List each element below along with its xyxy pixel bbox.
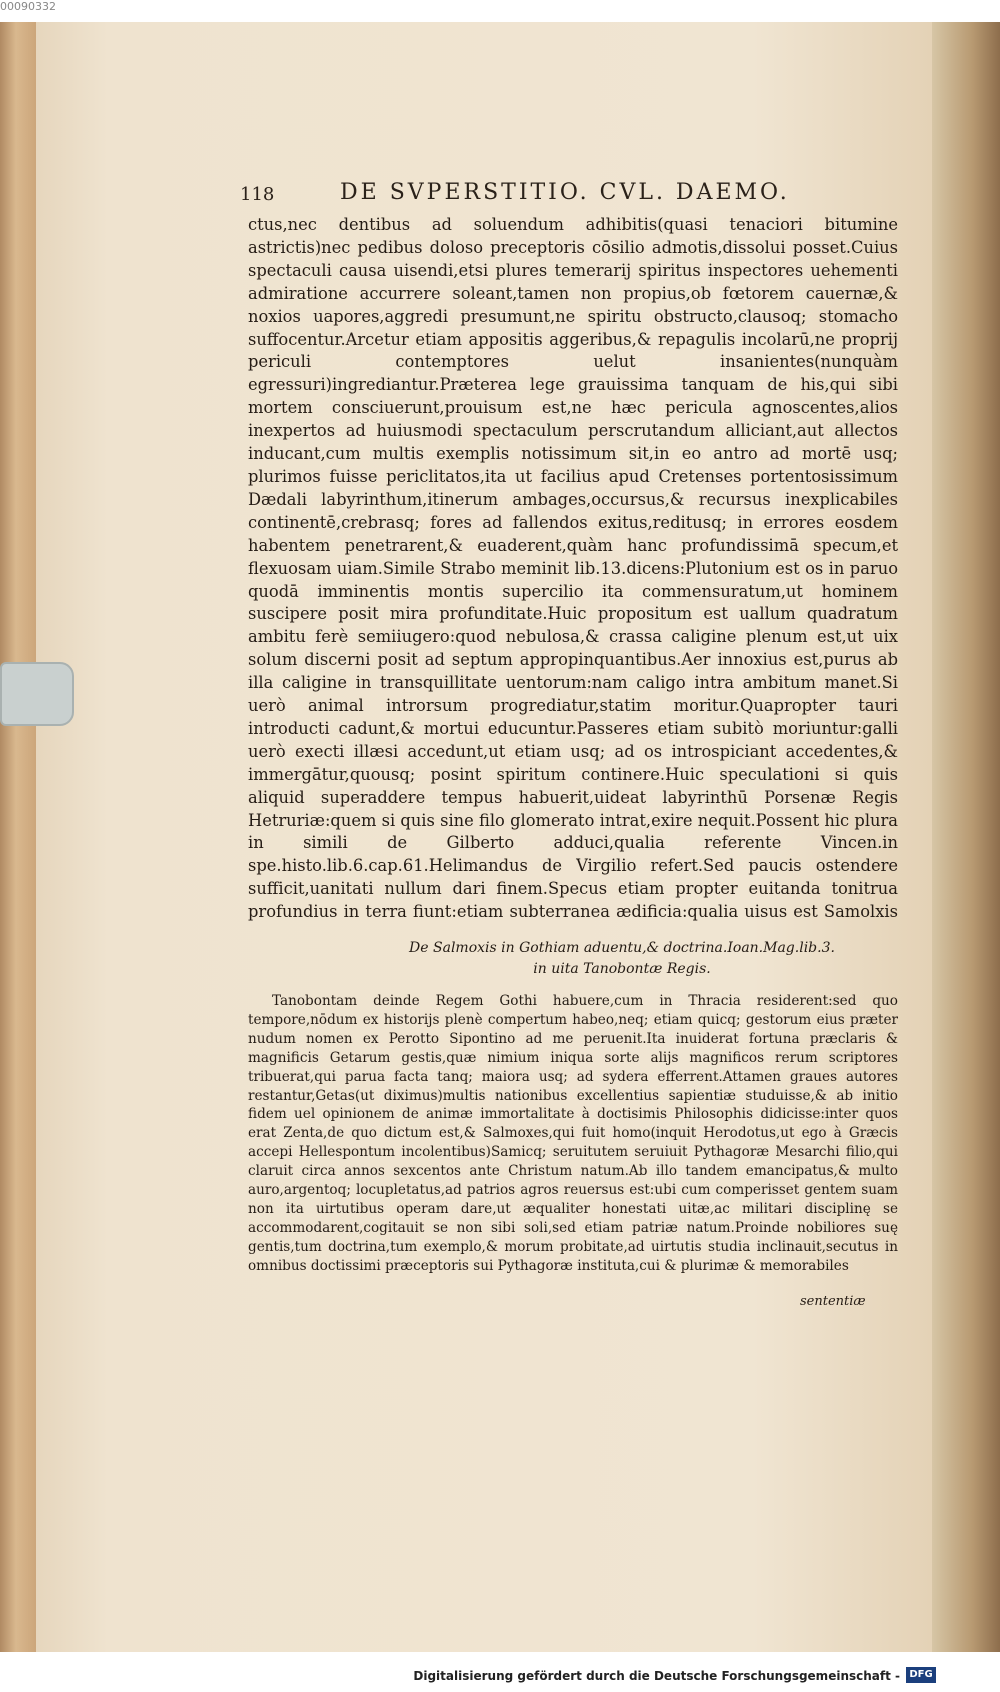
section-heading: [372, 938, 872, 980]
page-stack-right: [930, 22, 1000, 1652]
section-heading-line-2: in uita Tanobontæ Regis.: [533, 961, 711, 977]
running-head: DE SVPERSTITIO. CVL. DAEMO.: [340, 180, 790, 205]
section-heading-line-1: De Salmoxis in Gothiam aduentu,& doctrina.Ioan.Mag.lib.3.: [409, 940, 835, 956]
clip-bookmark: [0, 662, 74, 726]
body-text: ctus,nec dentibus ad soluendum adhibitis(quasi tenaciori bitumine astrictis)nec pedibus doloso preceptoris cōsilio admotis,dissolui posset.Cuius spectaculi causa uisendi,etsi plures temerarij spiritus inspectores uehementi admiratione accurrere soleant,tamen non propius,ob fœtorem cauernæ,& noxios uapores,aggredi presumunt,ne spiritu obstructo,clausoq; stomacho suffocentur.Arcetur etiam appositis aggeribus,& repagulis incolarū,ne proprij periculi contemptores uelut insanientes(nunquàm egressuri)ingrediantur.Præterea lege grauissima tanquam de his,qui sibi mortem consciuerunt,prouisum est,ne hæc pericula agnoscentes,alios inexpertos ad huiusmodi spectaculum perscrutandum alliciant,aut allectos inducant,cum multis exemplis notissimum sit,in eo antro ad mortē usq; plurimos fuisse periclitatos,ita ut facilius apud Cretenses portentosissimum Dædali labyrinthum,itinerum ambages,occursus,& recursus inexplicabiles continentē,crebrasq; fores ad fallendos exitus,reditusq; in errores eosdem habentem penetrarent,& euaderent,quàm hanc profundissimā specum,et flexuosam uiam.Simile Strabo meminit lib.13.dicens:Plutonium est os in paruo quodā imminentis montis supercilio ita commensuratum,ut hominem suscipere posit mira profunditate.Huic propositum est uallum quadratum ambitu ferè semiiugero:quod nebulosa,& crassa caligine plenum est,ut uix solum discerni posit ad septum appropinquantibus.Aer innoxius est,purus ab illa caligine in transquillitate uentorum:nam caligo intra ambitum manet.Si uerò animal introrsum progrediatur,statim moritur.Quapropter tauri introducti cadunt,& mortui educuntur.Passeres etiam subitò moriuntur:galli uerò execti illæsi accedunt,ut etiam usq; ad os introspiciant accedentes,& immergātur,quousq; posint spiritum continere.Huic speculationi si quis aliquid superaddere tempus habuerit,uideat labyrinthū Porsenæ Regis Hetruriæ:quem si quis sine filo glomerato intrat,exire nequit.Possent hic plura in simili de Gilberto adduci,qualia referente Vincen.in spe.histo.lib.6.cap.61.Helimandus de Virgilio refert.Sed paucis ostendere sufficit,uanitati nullum dari finem.Specus etiam propter euitanda tonitrua profundius in terra fiunt:etiam subterranea ædificia:qualia uisus est Samolxis: [248, 215, 898, 922]
chapter-paragraph: Tanobontam deinde Regem Gothi habuere,cum in Thracia residerent:sed quo tempore,nōdum ex historijs plenè compertum habeo,neq; etiam quicq; gestorum eius præter nudum nomen ex Perotto Sipontino ad me peruenit.Ita inuiderat fortuna præclaris & magnificis Getarum gestis,quæ nimium iniqua sorte alijs magnificos rerum scriptores tribuerat,qui parua facta tanq; maiora usq; ad sydera efferrent.Attamen graues autores restantur,Getas(ut diximus)multis nationibus excellentius sapientiæ studuisse,& ab initio fidem uel opinionem de animæ immortalitate à doctisimis Philosophis didicisse:inter quos erat Zenta,de quo dictum est,& Salmoxes,qui fuit homo(inquit Herodotus,ut ego à Græcis accepi Hellespontum incolentibus)Samicq; seruitutem seruiuit Pythagoræ Mesarchi filio,qui claruit circa annos sexcentos ante Christum natum.Ab illo tandem emancipatus,& multo auro,argentoq; locupletatus,ad patrios agros reuersus est:ubi cum comperisset gentem suam non ita uirtutibus operam dare,ut æqualiter honestati uitæ,ac militari disciplinę se accommodarent,cogitauit se non sibi soli,sed etiam patriæ natum.Proinde nobiliores suę gentis,tum doctrina,tum exemplo,& morum probitate,ad uirtutis studia inclinauit,secutus in omnibus doctissimi præceptoris sui Pythagoræ instituta,cui & plurimæ & memorabiles: [248, 993, 898, 1274]
chapter-text: [248, 992, 898, 1292]
page-number: 118: [240, 184, 275, 205]
dfg-logo: DFG: [906, 1667, 936, 1683]
page-stack-left: [0, 22, 40, 1652]
page-header: [240, 180, 900, 218]
catchword: sententiæ: [800, 1294, 866, 1309]
scan-identifier: 00090332: [0, 0, 56, 13]
footer: [0, 1655, 1000, 1692]
digitization-credit: Digitalisierung gefördert durch die Deutsche Forschungsgemeinschaft -: [413, 1669, 900, 1683]
